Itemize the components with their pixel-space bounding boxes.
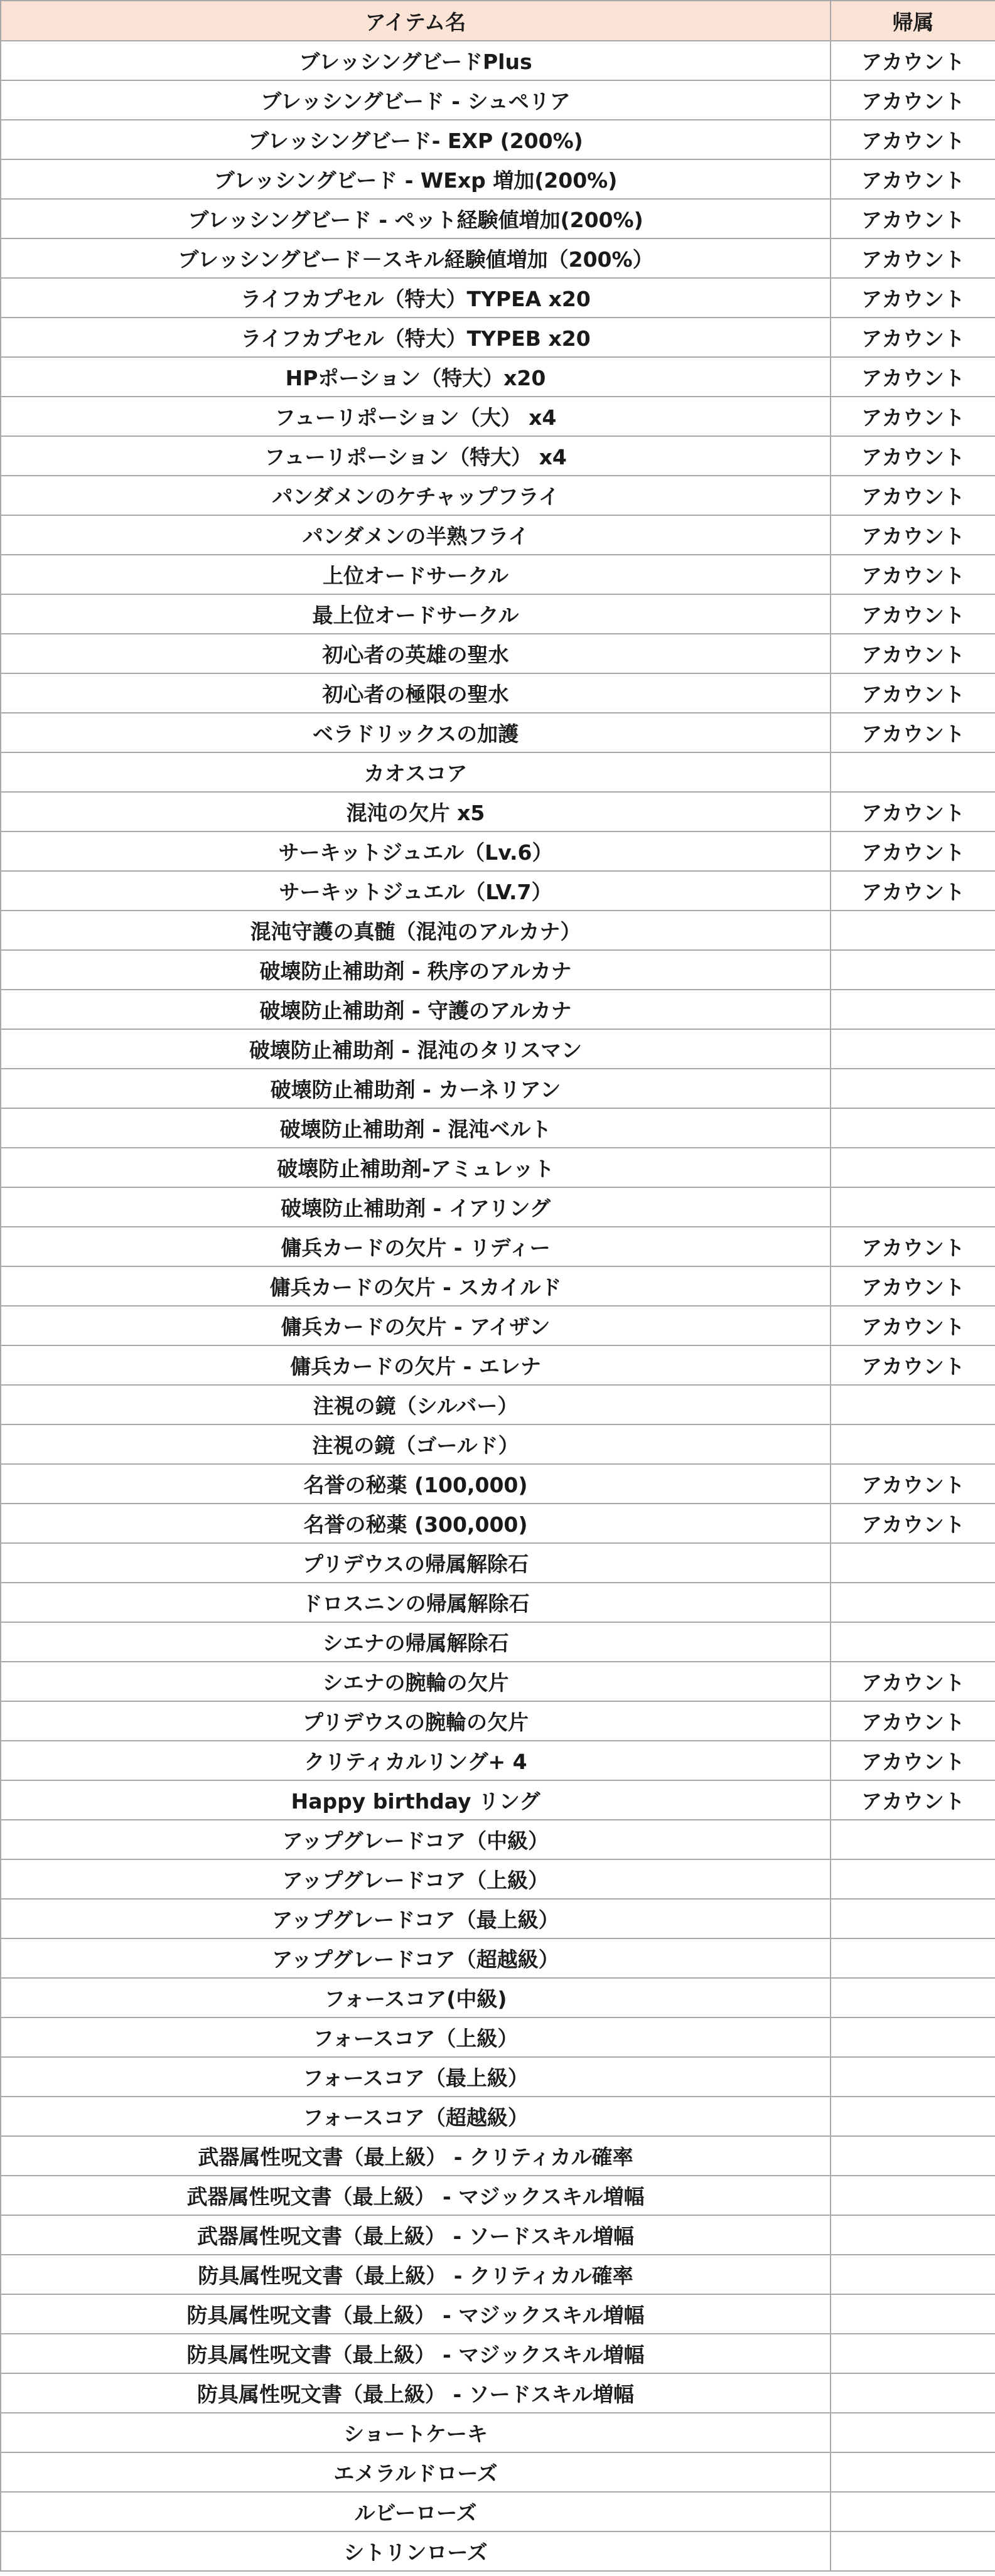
binding-cell: アカウント [831, 238, 995, 278]
table-row [1, 871, 995, 911]
table-row [1, 1859, 995, 1899]
binding-cell: アカウント [831, 1741, 995, 1780]
item-name-cell: フューリポーション（大） x4 [1, 397, 831, 436]
binding-cell: アカウント [831, 1464, 995, 1504]
item-name-cell: 破壊防止補助剤 - 守護のアルカナ [1, 990, 831, 1029]
table-row [1, 2413, 995, 2452]
item-name-cell: 最上位オードサークル [1, 594, 831, 634]
table-row [1, 2215, 995, 2255]
item-name-cell: 名誉の秘薬 (100,000) [1, 1464, 831, 1504]
item-name-cell: 武器属性呪文書（最上級） - クリティカル確率 [1, 2136, 831, 2176]
binding-cell: アカウント [831, 397, 995, 436]
binding-cell: アカウント [831, 871, 995, 911]
table-row [1, 1543, 995, 1583]
table-row [1, 1385, 995, 1424]
binding-cell: アカウント [831, 1345, 995, 1385]
table-row [1, 2057, 995, 2097]
table-row [1, 515, 995, 555]
table-row [1, 2492, 995, 2531]
table-row [1, 1266, 995, 1306]
item-name-cell: 破壊防止補助剤 - 秩序のアルカナ [1, 950, 831, 990]
table-row [1, 1504, 995, 1543]
item-name-cell: ルビーローズ [1, 2492, 831, 2531]
binding-cell [831, 1820, 995, 1859]
table-row [1, 80, 995, 120]
table-row [1, 318, 995, 357]
binding-cell: アカウント [831, 594, 995, 634]
item-name-cell: フォースコア（上級） [1, 2018, 831, 2057]
item-name-cell: 傭兵カードの欠片 - リディー [1, 1227, 831, 1266]
item-name-cell: クリティカルリング+ 4 [1, 1741, 831, 1780]
table-row [1, 2334, 995, 2373]
table-row [1, 120, 995, 159]
binding-cell: アカウント [831, 436, 995, 476]
table-row [1, 1148, 995, 1187]
binding-cell [831, 1543, 995, 1583]
item-name-cell: 上位オードサークル [1, 555, 831, 594]
item-name-cell: プリデウスの帰属解除石 [1, 1543, 831, 1583]
item-name-cell: ブレッシングビード - シュペリア [1, 80, 831, 120]
item-name-cell: カオスコア [1, 752, 831, 792]
binding-cell [831, 2176, 995, 2215]
table-row [1, 1978, 995, 2018]
header-binding: 帰属 [831, 1, 995, 41]
item-name-cell: 傭兵カードの欠片 - アイザン [1, 1306, 831, 1345]
table-row [1, 1622, 995, 1662]
table-row [1, 278, 995, 318]
binding-cell: アカウント [831, 634, 995, 673]
binding-cell: アカウント [831, 673, 995, 713]
item-name-cell: フォースコア（最上級） [1, 2057, 831, 2097]
table-row [1, 2255, 995, 2294]
table-row [1, 1938, 995, 1978]
table-row [1, 2136, 995, 2176]
item-name-cell: アップグレードコア（上級） [1, 1859, 831, 1899]
item-name-cell: シエナの帰属解除石 [1, 1622, 831, 1662]
binding-cell: アカウント [831, 318, 995, 357]
item-name-cell: フォースコア（超越級） [1, 2097, 831, 2136]
item-name-cell: ブレッシングビード - WExp 増加(200%) [1, 159, 831, 199]
item-name-cell: 注視の鏡（シルバー） [1, 1385, 831, 1424]
table-row [1, 238, 995, 278]
binding-cell [831, 1583, 995, 1622]
table-row [1, 831, 995, 871]
binding-cell [831, 1385, 995, 1424]
table-row [1, 673, 995, 713]
table-row [1, 1069, 995, 1108]
item-name-cell: 混沌の欠片 x5 [1, 792, 831, 831]
binding-cell: アカウント [831, 80, 995, 120]
item-name-cell: 傭兵カードの欠片 - エレナ [1, 1345, 831, 1385]
item-name-cell: ブレッシングビード－スキル経験値増加（200%） [1, 238, 831, 278]
item-name-cell: 武器属性呪文書（最上級） - ソードスキル増幅 [1, 2215, 831, 2255]
binding-cell [831, 2452, 995, 2492]
item-name-cell: フューリポーション（特大） x4 [1, 436, 831, 476]
binding-cell: アカウント [831, 831, 995, 871]
binding-cell [831, 2136, 995, 2176]
item-name-cell: アップグレードコア（中級） [1, 1820, 831, 1859]
table-row [1, 2373, 995, 2413]
table-row [1, 199, 995, 238]
item-name-cell: 防具属性呪文書（最上級） - マジックスキル増幅 [1, 2294, 831, 2334]
table-row [1, 2176, 995, 2215]
item-name-cell: パンダメンの半熟フライ [1, 515, 831, 555]
binding-cell: アカウント [831, 1662, 995, 1701]
item-name-cell: プリデウスの腕輪の欠片 [1, 1701, 831, 1741]
header-item-name: アイテム名 [1, 1, 831, 41]
item-name-cell: ショートケーキ [1, 2413, 831, 2452]
table-row [1, 1583, 995, 1622]
binding-cell [831, 2373, 995, 2413]
table-row [1, 1899, 995, 1938]
item-name-cell: 破壊防止補助剤 - カーネリアン [1, 1069, 831, 1108]
item-name-cell: ブレッシングビードPlus [1, 41, 831, 80]
binding-cell [831, 1622, 995, 1662]
binding-cell: アカウント [831, 120, 995, 159]
binding-cell [831, 1187, 995, 1227]
binding-cell [831, 1978, 995, 2018]
table-row [1, 397, 995, 436]
table-row [1, 2294, 995, 2334]
binding-cell: アカウント [831, 199, 995, 238]
binding-cell [831, 1859, 995, 1899]
binding-cell [831, 2018, 995, 2057]
table-row [1, 2531, 995, 2571]
table-row [1, 792, 995, 831]
binding-cell: アカウント [831, 1504, 995, 1543]
item-name-cell: 傭兵カードの欠片 - スカイルド [1, 1266, 831, 1306]
table-row [1, 713, 995, 752]
table-row [1, 1187, 995, 1227]
binding-cell [831, 950, 995, 990]
table-row [1, 1029, 995, 1069]
table-row [1, 1780, 995, 1820]
binding-cell [831, 911, 995, 950]
item-name-cell: シエナの腕輪の欠片 [1, 1662, 831, 1701]
table-row [1, 594, 995, 634]
binding-cell: アカウント [831, 357, 995, 397]
item-name-cell: 初心者の英雄の聖水 [1, 634, 831, 673]
table-row [1, 1741, 995, 1780]
binding-cell: アカウント [831, 1780, 995, 1820]
binding-cell [831, 2255, 995, 2294]
binding-cell [831, 1069, 995, 1108]
binding-cell: アカウント [831, 792, 995, 831]
item-name-cell: 防具属性呪文書（最上級） - マジックスキル増幅 [1, 2334, 831, 2373]
binding-cell: アカウント [831, 1227, 995, 1266]
table-body [1, 41, 995, 2571]
table-row [1, 1108, 995, 1148]
table-row [1, 990, 995, 1029]
item-name-cell: 武器属性呪文書（最上級） - マジックスキル増幅 [1, 2176, 831, 2215]
table-row [1, 1424, 995, 1464]
item-name-cell: ブレッシングビード- EXP (200%) [1, 120, 831, 159]
table-header-row [1, 1, 995, 41]
table-row [1, 911, 995, 950]
binding-cell [831, 2294, 995, 2334]
binding-cell [831, 1029, 995, 1069]
binding-cell [831, 1108, 995, 1148]
table-row [1, 1820, 995, 1859]
binding-cell [831, 2097, 995, 2136]
table-row [1, 1662, 995, 1701]
table-row [1, 41, 995, 80]
item-name-cell: ドロスニンの帰属解除石 [1, 1583, 831, 1622]
table-row [1, 2452, 995, 2492]
binding-cell: アカウント [831, 278, 995, 318]
table-row [1, 1464, 995, 1504]
item-name-cell: Happy birthday リング [1, 1780, 831, 1820]
item-name-cell: パンダメンのケチャップフライ [1, 476, 831, 515]
binding-cell [831, 1148, 995, 1187]
item-name-cell: 名誉の秘薬 (300,000) [1, 1504, 831, 1543]
item-name-cell: ブレッシングビード - ペット経験値増加(200%) [1, 199, 831, 238]
item-name-cell: 破壊防止補助剤 - イアリング [1, 1187, 831, 1227]
binding-cell: アカウント [831, 159, 995, 199]
item-name-cell: シトリンローズ [1, 2531, 831, 2571]
binding-cell [831, 1938, 995, 1978]
table-row [1, 476, 995, 515]
binding-cell [831, 1899, 995, 1938]
item-name-cell: フォースコア(中級) [1, 1978, 831, 2018]
table-row [1, 752, 995, 792]
table-row [1, 555, 995, 594]
table-row [1, 2018, 995, 2057]
table-row [1, 436, 995, 476]
table-row [1, 159, 995, 199]
binding-cell: アカウント [831, 713, 995, 752]
table-row [1, 1345, 995, 1385]
binding-cell: アカウント [831, 1306, 995, 1345]
item-name-cell: サーキットジュエル（LV.7） [1, 871, 831, 911]
table-row [1, 634, 995, 673]
binding-cell: アカウント [831, 41, 995, 80]
binding-cell: アカウント [831, 1701, 995, 1741]
item-name-cell: 破壊防止補助剤 - 混沌のタリスマン [1, 1029, 831, 1069]
table-row [1, 950, 995, 990]
binding-cell: アカウント [831, 476, 995, 515]
binding-cell [831, 1424, 995, 1464]
binding-cell: アカウント [831, 555, 995, 594]
table-row [1, 1701, 995, 1741]
table-row [1, 1306, 995, 1345]
item-name-cell: ベラドリックスの加護 [1, 713, 831, 752]
item-name-cell: サーキットジュエル（Lv.6） [1, 831, 831, 871]
binding-cell [831, 2413, 995, 2452]
binding-cell [831, 990, 995, 1029]
item-name-cell: HPポーション（特大）x20 [1, 357, 831, 397]
table-row [1, 357, 995, 397]
item-name-cell: 防具属性呪文書（最上級） - クリティカル確率 [1, 2255, 831, 2294]
item-name-cell: ライフカプセル（特大）TYPEA x20 [1, 278, 831, 318]
binding-cell [831, 2057, 995, 2097]
item-name-cell: 注視の鏡（ゴールド） [1, 1424, 831, 1464]
binding-cell [831, 2334, 995, 2373]
binding-cell [831, 2215, 995, 2255]
item-name-cell: 初心者の極限の聖水 [1, 673, 831, 713]
item-name-cell: 破壊防止補助剤-アミュレット [1, 1148, 831, 1187]
item-name-cell: エメラルドローズ [1, 2452, 831, 2492]
binding-cell: アカウント [831, 515, 995, 555]
item-name-cell: ライフカプセル（特大）TYPEB x20 [1, 318, 831, 357]
binding-cell [831, 752, 995, 792]
item-name-cell: アップグレードコア（最上級） [1, 1899, 831, 1938]
item-name-cell: 混沌守護の真髄（混沌のアルカナ） [1, 911, 831, 950]
item-name-cell: 防具属性呪文書（最上級） - ソードスキル増幅 [1, 2373, 831, 2413]
item-name-cell: アップグレードコア（超越級） [1, 1938, 831, 1978]
binding-cell [831, 2492, 995, 2531]
binding-cell: アカウント [831, 1266, 995, 1306]
table-row [1, 2097, 995, 2136]
binding-cell [831, 2531, 995, 2571]
table-row [1, 1227, 995, 1266]
item-name-cell: 破壊防止補助剤 - 混沌ベルト [1, 1108, 831, 1148]
